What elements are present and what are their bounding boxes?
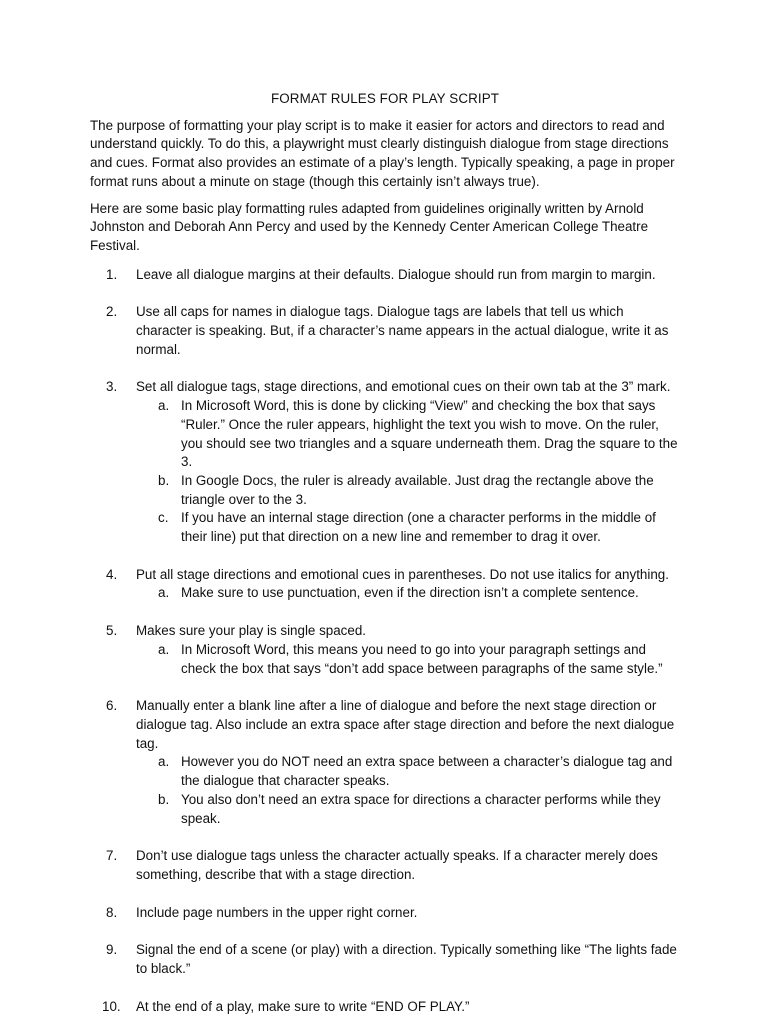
rule-item-3 (90, 378, 680, 546)
sub-text: In Microsoft Word, this is done by clicking “View” and checking the box that says “Ruler.” Once the ruler appears, highlight the text you wish to move. On the ruler, you should see two triangles and a square underneath them. Drag the square to the 3. (181, 398, 678, 470)
sub-letter: c. (158, 510, 169, 526)
rule-item-6 (90, 697, 680, 828)
sub-item (136, 472, 680, 509)
sub-text: Make sure to use punctuation, even if the direction isn’t a complete sentence. (181, 585, 639, 601)
rule-item-1 (90, 266, 680, 285)
rules-list (90, 266, 680, 1017)
rule-text: Include page numbers in the upper right corner. (136, 904, 418, 920)
sub-list (136, 397, 680, 547)
rule-text: At the end of a play, make sure to write “END OF PLAY.” (136, 998, 470, 1014)
rule-item-7 (90, 847, 680, 884)
sub-text: You also don’t need an extra space for directions a character performs while they speak. (181, 791, 661, 826)
sub-item (136, 584, 680, 603)
sub-item (136, 791, 680, 828)
document-title: FORMAT RULES FOR PLAY SCRIPT (271, 91, 499, 106)
sub-text: If you have an internal stage direction (one a character performs in the middle of their line) put that direction on a new line and remember to drag it over. (181, 510, 656, 545)
sub-item (136, 397, 680, 472)
sub-letter: a. (158, 398, 170, 414)
rule-text: Signal the end of a scene (or play) with a direction. Typically something like “The lights fade to black.” (136, 942, 677, 977)
rule-number: 6. (106, 698, 118, 714)
rule-number: 9. (106, 942, 118, 958)
sub-item (136, 641, 680, 678)
sub-text: However you do NOT need an extra space between a character’s dialogue tag and the dialogue that character speaks. (181, 754, 673, 789)
sub-letter: a. (158, 754, 170, 770)
sub-text: In Microsoft Word, this means you need to go into your paragraph settings and check the box that says “don’t add space between paragraphs of the same style.” (181, 641, 663, 676)
rule-item-9 (90, 941, 680, 978)
rule-text: Set all dialogue tags, stage directions, and emotional cues on their own tab at the 3” mark. (136, 379, 671, 395)
rule-item-8 (90, 904, 680, 923)
sub-letter: b. (158, 791, 170, 807)
rule-text: Use all caps for names in dialogue tags. Dialogue tags are labels that tell us which character is speaking. But, if a character’s name appears in the actual dialogue, write it as normal. (136, 304, 669, 357)
rule-number: 4. (106, 566, 118, 582)
rule-text: Manually enter a blank line after a line of dialogue and before the next stage direction or dialogue tag. Also include an extra space after stage direction and before the next dialogue tag. (136, 698, 675, 751)
sub-letter: a. (158, 641, 170, 657)
rule-number: 8. (106, 904, 118, 920)
rule-item-4 (90, 566, 680, 603)
rule-number: 10. (102, 998, 121, 1014)
rule-number: 7. (106, 848, 118, 864)
rule-text: Put all stage directions and emotional cues in parentheses. Do not use italics for anything. (136, 566, 669, 582)
sub-item (136, 509, 680, 546)
rule-text: Makes sure your play is single spaced. (136, 623, 366, 639)
sources-paragraph: Here are some basic play formatting rules adapted from guidelines originally written by Arnold Johnston and Deborah Ann Percy and used by the Kennedy Center American College Theatre Festival. (90, 200, 649, 253)
rule-number: 2. (106, 304, 118, 320)
rule-item-10 (90, 998, 680, 1017)
sub-letter: a. (158, 585, 170, 601)
rule-number: 5. (106, 623, 118, 639)
intro-paragraph: The purpose of formatting your play script is to make it easier for actors and directors to read and understand quickly. To do this, a playwright must clearly distinguish dialogue from stage directions and cues. Format also provides an estimate of a play’s length. Typically speaking, a page in proper format runs about a minute on stage (though this certainly isn’t always true). (90, 117, 675, 189)
rule-number: 1. (106, 266, 118, 282)
sub-list (136, 641, 680, 678)
rule-item-2 (90, 303, 680, 359)
sub-item (136, 753, 680, 790)
sub-text: In Google Docs, the ruler is already available. Just drag the rectangle above the triangle over to the 3. (181, 472, 654, 507)
rule-number: 3. (106, 379, 118, 395)
rule-text: Don’t use dialogue tags unless the character actually speaks. If a character merely does something, describe that with a stage direction. (136, 848, 658, 882)
rule-text: Leave all dialogue margins at their defaults. Dialogue should run from margin to margin. (136, 266, 656, 282)
rule-item-5 (90, 622, 680, 678)
sub-list (136, 584, 680, 603)
sub-list (136, 753, 680, 828)
sub-letter: b. (158, 472, 170, 488)
